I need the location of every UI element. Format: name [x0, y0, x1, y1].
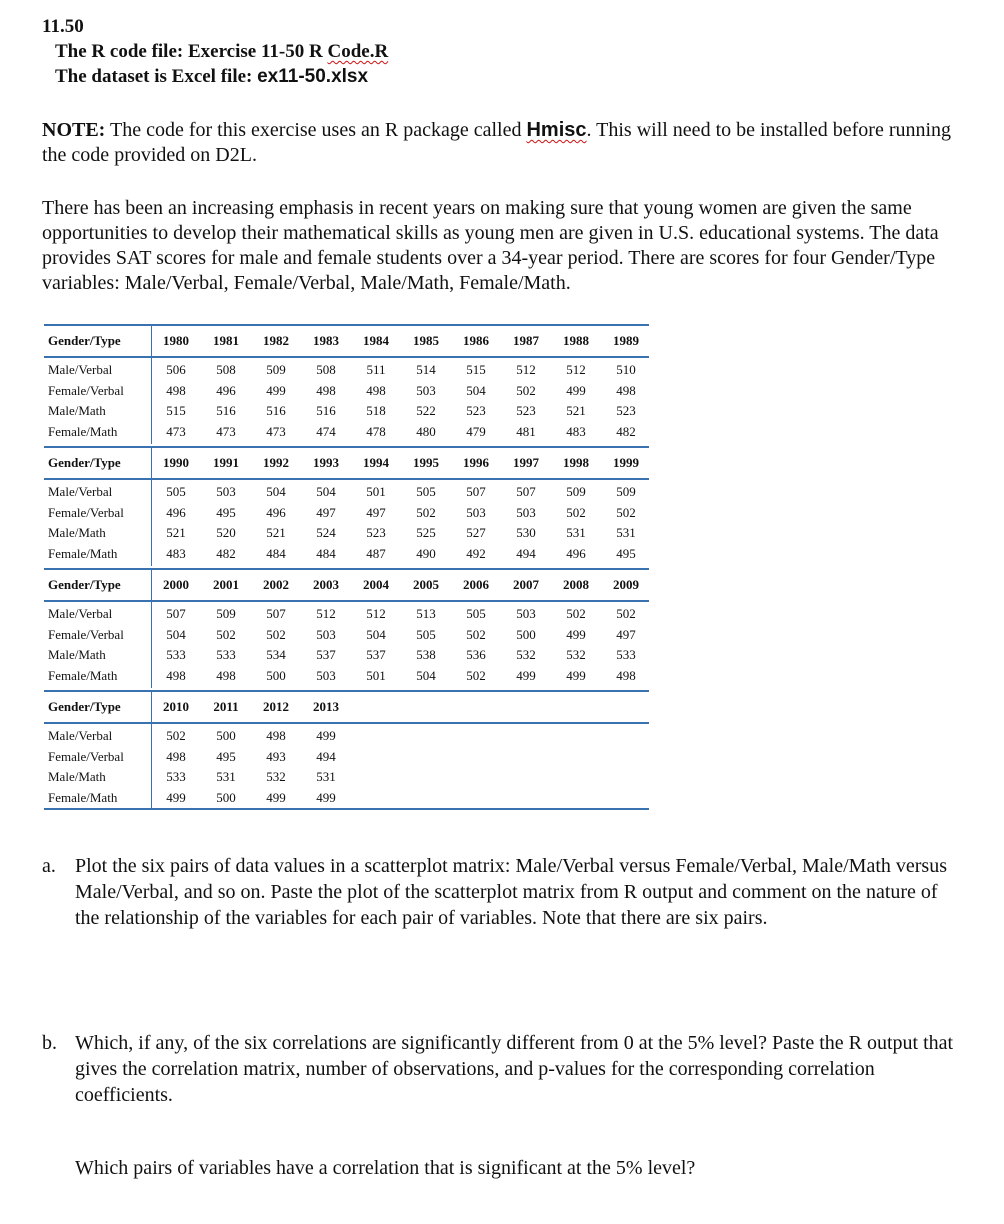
table-cell: 537	[316, 647, 336, 662]
table-cell: 503	[416, 382, 436, 398]
table-cell: 503	[316, 626, 336, 642]
table-cell: 499	[516, 667, 536, 683]
table-cell: 498	[316, 382, 336, 398]
year-header: 1983	[313, 333, 339, 348]
table-cell: 499	[566, 626, 586, 642]
table-cell: 512	[516, 362, 536, 377]
year-header: 1991	[213, 455, 239, 470]
row-label: Male/Verbal	[48, 606, 113, 621]
table-cell: 495	[616, 545, 636, 561]
row-label: Female/Verbal	[48, 504, 124, 520]
table-cell: 508	[216, 362, 236, 377]
table-cell: 490	[416, 545, 436, 561]
table-cell: 498	[216, 667, 236, 683]
table-cell: 533	[216, 647, 236, 662]
table-cell: 507	[266, 606, 286, 621]
table-cell: 512	[366, 606, 386, 621]
question-a	[42, 853, 962, 929]
dataset-file: ex11-50.xlsx	[257, 66, 369, 87]
dataset-prefix: The dataset is Excel file:	[55, 66, 258, 87]
table-cell: 503	[516, 606, 536, 621]
table-cell: 521	[566, 403, 586, 418]
row-label: Male/Math	[48, 403, 106, 418]
year-header: 2012	[263, 699, 289, 714]
table-cell: 532	[566, 647, 586, 662]
table-cell: 523	[466, 403, 486, 418]
table-rule	[44, 722, 649, 724]
table-cell: 483	[566, 423, 586, 439]
row-label: Male/Math	[48, 769, 106, 784]
table-rule	[44, 808, 649, 810]
table-cell: 504	[466, 382, 486, 398]
table-cell: 498	[166, 748, 186, 764]
table-cell: 530	[516, 525, 536, 540]
table-cell: 503	[316, 667, 336, 683]
year-header: 1997	[513, 455, 539, 470]
year-header: 1985	[413, 333, 439, 348]
year-header: 1989	[613, 333, 639, 348]
table-cell: 498	[616, 667, 636, 683]
question-a-label: a.	[42, 855, 56, 877]
table-cell: 503	[516, 504, 536, 520]
table-cell: 504	[266, 484, 286, 499]
table-cell: 502	[466, 626, 486, 642]
table-cell: 533	[166, 647, 186, 662]
table-cell: 505	[416, 484, 436, 499]
table-cell: 505	[166, 484, 186, 499]
table-cell: 502	[616, 606, 636, 621]
row-label: Male/Math	[48, 525, 106, 540]
question-b-text: Which, if any, of the six correlations are significantly different from 0 at the 5% level? Paste the R output that gives the correlation matrix, number of observations, and p-values for the corresponding correlation coefficients.	[75, 1032, 954, 1106]
followup-question: Which pairs of variables have a correlation that is significant at the 5% level?	[75, 1157, 696, 1179]
table-rule	[44, 446, 649, 448]
table-cell: 480	[416, 423, 436, 439]
table-cell: 484	[266, 545, 286, 561]
row-label: Male/Verbal	[48, 362, 113, 377]
table-cell: 502	[616, 504, 636, 520]
table-divider	[151, 324, 152, 444]
table-cell: 504	[166, 626, 186, 642]
year-header: 1999	[613, 455, 639, 470]
year-header: 1994	[363, 455, 389, 470]
table-cell: 505	[416, 626, 436, 642]
year-header: 1992	[263, 455, 289, 470]
header-label: Gender/Type	[48, 455, 121, 470]
table-cell: 502	[216, 626, 236, 642]
table-cell: 499	[266, 789, 286, 805]
table-cell: 511	[366, 362, 386, 377]
table-cell: 507	[166, 606, 186, 621]
year-header: 1998	[563, 455, 589, 470]
dataset-line	[55, 66, 368, 88]
table-cell: 513	[416, 606, 436, 621]
question-b-label: b.	[42, 1032, 57, 1054]
header-label: Gender/Type	[48, 333, 121, 348]
header-label: Gender/Type	[48, 577, 121, 592]
year-header: 2011	[213, 699, 239, 714]
year-header: 1990	[163, 455, 189, 470]
year-header: 1981	[213, 333, 239, 348]
table-cell: 502	[466, 667, 486, 683]
table-cell: 483	[166, 545, 186, 561]
table-cell: 524	[316, 525, 336, 540]
year-header: 2010	[163, 699, 189, 714]
year-header: 1995	[413, 455, 439, 470]
year-header: 2001	[213, 577, 239, 592]
table-rule	[44, 600, 649, 602]
table-cell: 497	[616, 626, 636, 642]
table-cell: 499	[316, 789, 336, 805]
table-cell: 482	[616, 423, 636, 439]
table-cell: 494	[516, 545, 536, 561]
table-cell: 473	[266, 423, 286, 439]
row-label: Female/Math	[48, 667, 118, 683]
table-cell: 534	[266, 647, 286, 662]
table-cell: 499	[266, 382, 286, 398]
table-cell: 496	[266, 504, 286, 520]
table-cell: 536	[466, 647, 486, 662]
table-cell: 474	[316, 423, 336, 439]
table-cell: 532	[516, 647, 536, 662]
table-cell: 532	[266, 769, 286, 784]
table-cell: 487	[366, 545, 386, 561]
year-header: 2005	[413, 577, 439, 592]
table-cell: 512	[566, 362, 586, 377]
table-cell: 531	[566, 525, 586, 540]
table-cell: 496	[166, 504, 186, 520]
intro-paragraph: There has been an increasing emphasis in recent years on making sure that young women are given the same opportunities to develop their mathematical skills as young men are given in U.S. educational systems. The data provides SAT scores for male and female students over a 34-year period. There are scores for four Gender/Type variables: Male/Verbal, Female/Verbal, Male/Math, Female/Math.	[42, 197, 939, 294]
table-cell: 496	[566, 545, 586, 561]
table-cell: 537	[366, 647, 386, 662]
year-header: 2003	[313, 577, 339, 592]
table-cell: 497	[316, 504, 336, 520]
table-cell: 509	[566, 484, 586, 499]
table-cell: 521	[166, 525, 186, 540]
row-label: Male/Math	[48, 647, 106, 662]
table-cell: 502	[566, 504, 586, 520]
table-cell: 484	[316, 545, 336, 561]
table-cell: 508	[316, 362, 336, 377]
note-label: NOTE:	[42, 119, 106, 141]
table-cell: 531	[616, 525, 636, 540]
table-cell: 498	[366, 382, 386, 398]
year-header: 1988	[563, 333, 589, 348]
table-rule	[44, 690, 649, 692]
table-cell: 500	[216, 728, 236, 743]
table-cell: 482	[216, 545, 236, 561]
year-header: 2006	[463, 577, 489, 592]
year-header: 1996	[463, 455, 489, 470]
table-cell: 533	[166, 769, 186, 784]
table-cell: 516	[266, 403, 286, 418]
table-cell: 515	[466, 362, 486, 377]
table-cell: 527	[466, 525, 486, 540]
year-header: 2004	[363, 577, 389, 592]
year-header: 2007	[513, 577, 539, 592]
table-cell: 499	[566, 667, 586, 683]
table-rule	[44, 478, 649, 480]
table-cell: 499	[166, 789, 186, 805]
table-cell: 523	[616, 403, 636, 418]
year-header: 1982	[263, 333, 289, 348]
table-cell: 473	[166, 423, 186, 439]
table-cell: 473	[216, 423, 236, 439]
year-header: 1980	[163, 333, 189, 348]
table-cell: 503	[216, 484, 236, 499]
table-divider	[151, 446, 152, 566]
table-cell: 495	[216, 504, 236, 520]
table-cell: 516	[316, 403, 336, 418]
table-cell: 498	[616, 382, 636, 398]
table-cell: 502	[566, 606, 586, 621]
row-label: Female/Math	[48, 789, 118, 805]
table-cell: 510	[616, 362, 636, 377]
year-header: 1993	[313, 455, 339, 470]
table-cell: 503	[466, 504, 486, 520]
table-cell: 531	[216, 769, 236, 784]
table-cell: 505	[466, 606, 486, 621]
table-cell: 531	[316, 769, 336, 784]
row-label: Male/Verbal	[48, 728, 113, 743]
table-cell: 496	[216, 382, 236, 398]
table-cell: 533	[616, 647, 636, 662]
table-cell: 500	[216, 789, 236, 805]
package-name: Hmisc	[526, 119, 587, 141]
table-cell: 502	[166, 728, 186, 743]
table-cell: 512	[316, 606, 336, 621]
table-cell: 499	[316, 728, 336, 743]
table-cell: 499	[566, 382, 586, 398]
year-header: 2002	[263, 577, 289, 592]
table-cell: 498	[166, 382, 186, 398]
table-cell: 520	[216, 525, 236, 540]
table-cell: 502	[516, 382, 536, 398]
table-cell: 538	[416, 647, 436, 662]
table-cell: 497	[366, 504, 386, 520]
table-cell: 518	[366, 403, 386, 418]
table-divider	[151, 568, 152, 688]
sat-scores-table	[44, 324, 649, 810]
row-label: Male/Verbal	[48, 484, 113, 499]
year-header: 2008	[563, 577, 589, 592]
table-cell: 478	[366, 423, 386, 439]
table-cell: 523	[366, 525, 386, 540]
table-cell: 521	[266, 525, 286, 540]
table-cell: 516	[216, 403, 236, 418]
table-cell: 506	[166, 362, 186, 377]
code-file-line: The R code file: Exercise 11-50 R Code.R	[55, 41, 389, 62]
header-label: Gender/Type	[48, 699, 121, 714]
year-header: 1986	[463, 333, 489, 348]
table-cell: 504	[316, 484, 336, 499]
table-cell: 492	[466, 545, 486, 561]
table-cell: 504	[416, 667, 436, 683]
table-cell: 500	[516, 626, 536, 642]
table-divider	[151, 690, 152, 810]
table-rule	[44, 356, 649, 358]
exercise-number: 11.50	[42, 16, 84, 37]
table-cell: 507	[466, 484, 486, 499]
table-cell: 501	[366, 484, 386, 499]
table-cell: 501	[366, 667, 386, 683]
table-cell: 509	[266, 362, 286, 377]
table-cell: 498	[266, 728, 286, 743]
row-label: Female/Verbal	[48, 382, 124, 398]
row-label: Female/Verbal	[48, 626, 124, 642]
table-cell: 522	[416, 403, 436, 418]
table-cell: 479	[466, 423, 486, 439]
table-cell: 498	[166, 667, 186, 683]
table-cell: 509	[216, 606, 236, 621]
table-cell: 507	[516, 484, 536, 499]
note-text-after: . This will need to be installed before running the code provided on D2L.	[42, 119, 952, 166]
table-cell: 502	[416, 504, 436, 520]
question-b	[42, 1030, 962, 1106]
table-cell: 493	[266, 748, 286, 764]
year-header: 2013	[313, 699, 339, 714]
year-header: 1987	[513, 333, 539, 348]
note-paragraph	[42, 118, 962, 168]
table-cell: 509	[616, 484, 636, 499]
table-cell: 494	[316, 748, 336, 764]
year-header: 1984	[363, 333, 389, 348]
row-label: Female/Verbal	[48, 748, 124, 764]
table-cell: 502	[266, 626, 286, 642]
table-rule	[44, 324, 649, 326]
question-a-text: Plot the six pairs of data values in a scatterplot matrix: Male/Verbal versus Female/Verbal, Male/Math versus Male/Verbal, and so on. Paste the plot of the scatterplot matrix from R output and comment on the nature of the relationship of the variables for each pair of variables. Note that there are six pairs.	[75, 855, 947, 929]
table-cell: 504	[366, 626, 386, 642]
note-text-before: The code for this exercise uses an R package called	[105, 119, 527, 141]
table-cell: 495	[216, 748, 236, 764]
table-cell: 514	[416, 362, 436, 377]
table-cell: 500	[266, 667, 286, 683]
row-label: Female/Math	[48, 423, 118, 439]
table-cell: 481	[516, 423, 536, 439]
year-header: 2000	[163, 577, 189, 592]
table-cell: 523	[516, 403, 536, 418]
table-rule	[44, 568, 649, 570]
table-cell: 525	[416, 525, 436, 540]
row-label: Female/Math	[48, 545, 118, 561]
year-header: 2009	[613, 577, 639, 592]
table-cell: 515	[166, 403, 186, 418]
